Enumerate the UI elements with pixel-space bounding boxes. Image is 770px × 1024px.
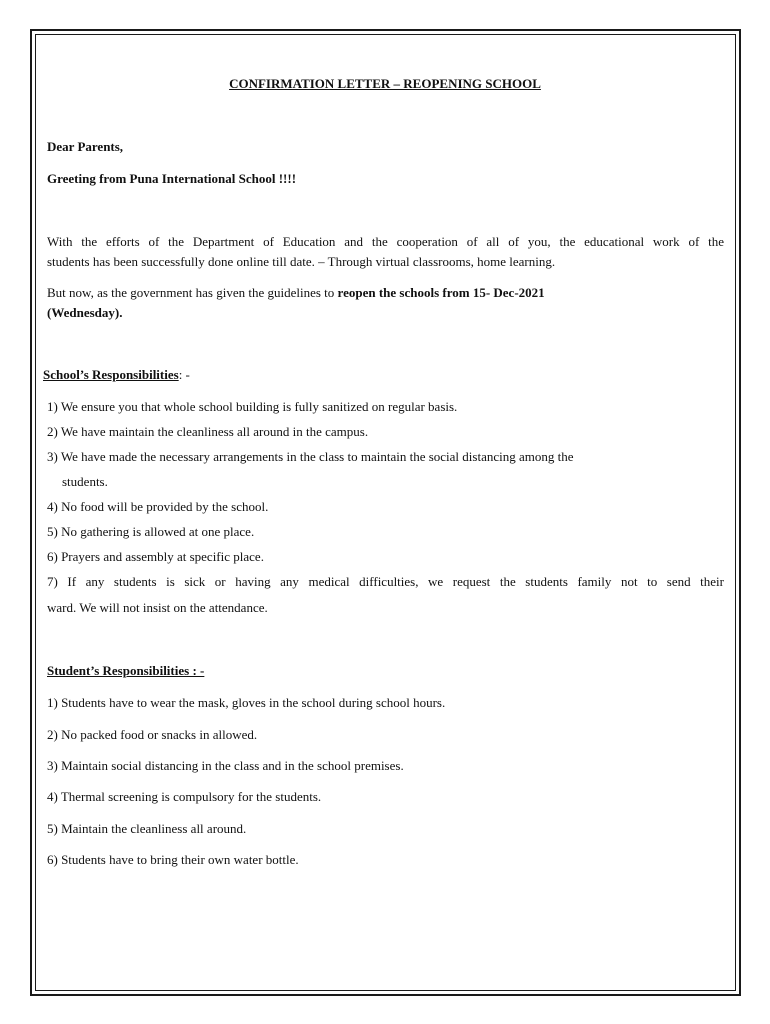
school-responsibilities-heading <box>43 367 190 383</box>
intro-line-2: students has been successfully done online till date. – Through virtual classrooms, home learning. <box>47 254 556 269</box>
reopen-date: reopen the schools from 15- Dec-2021 <box>337 285 545 300</box>
intro-line-1: With the efforts of the Department of Education and the cooperation of all of you, the educational work of the <box>47 234 724 249</box>
student-responsibilities-heading: Student’s Responsibilities : - <box>47 663 205 678</box>
reopen-prefix: But now, as the government has given the guidelines to <box>47 285 338 300</box>
school-item-5: 5) No gathering is allowed at one place. <box>47 524 255 539</box>
student-item-2: 2) No packed food or snacks in allowed. <box>47 727 258 742</box>
student-item-4: 4) Thermal screening is compulsory for the students. <box>47 789 322 804</box>
student-item-5: 5) Maintain the cleanliness all around. <box>47 821 247 836</box>
school-item-6: 6) Prayers and assembly at specific place. <box>47 549 264 564</box>
school-heading-text: School’s Responsibilities <box>43 367 179 382</box>
school-item-1: 1) We ensure you that whole school building is fully sanitized on regular basis. <box>47 399 458 414</box>
student-item-6: 6) Students have to bring their own water bottle. <box>47 852 299 867</box>
student-item-1: 1) Students have to wear the mask, gloves in the school during school hours. <box>47 695 446 710</box>
student-item-3: 3) Maintain social distancing in the class and in the school premises. <box>47 758 404 773</box>
school-item-2: 2) We have maintain the cleanliness all around in the campus. <box>47 424 369 439</box>
greeting: Greeting from Puna International School !!!! <box>47 171 297 186</box>
school-item-7-continued: ward. We will not insist on the attendance. <box>47 600 268 615</box>
school-item-4: 4) No food will be provided by the school. <box>47 499 269 514</box>
school-item-3: 3) We have made the necessary arrangements in the class to maintain the social distancing among the <box>47 449 574 464</box>
school-heading-suffix: : - <box>178 367 190 382</box>
salutation: Dear Parents, <box>47 139 124 154</box>
reopen-paragraph <box>47 285 545 301</box>
school-item-7: 7) If any students is sick or having any medical difficulties, we request the students family not to send their <box>47 574 724 589</box>
school-item-3-continued: students. <box>62 474 108 489</box>
letter-title: CONFIRMATION LETTER – REOPENING SCHOOL <box>229 76 541 91</box>
reopen-day: (Wednesday). <box>47 305 123 320</box>
